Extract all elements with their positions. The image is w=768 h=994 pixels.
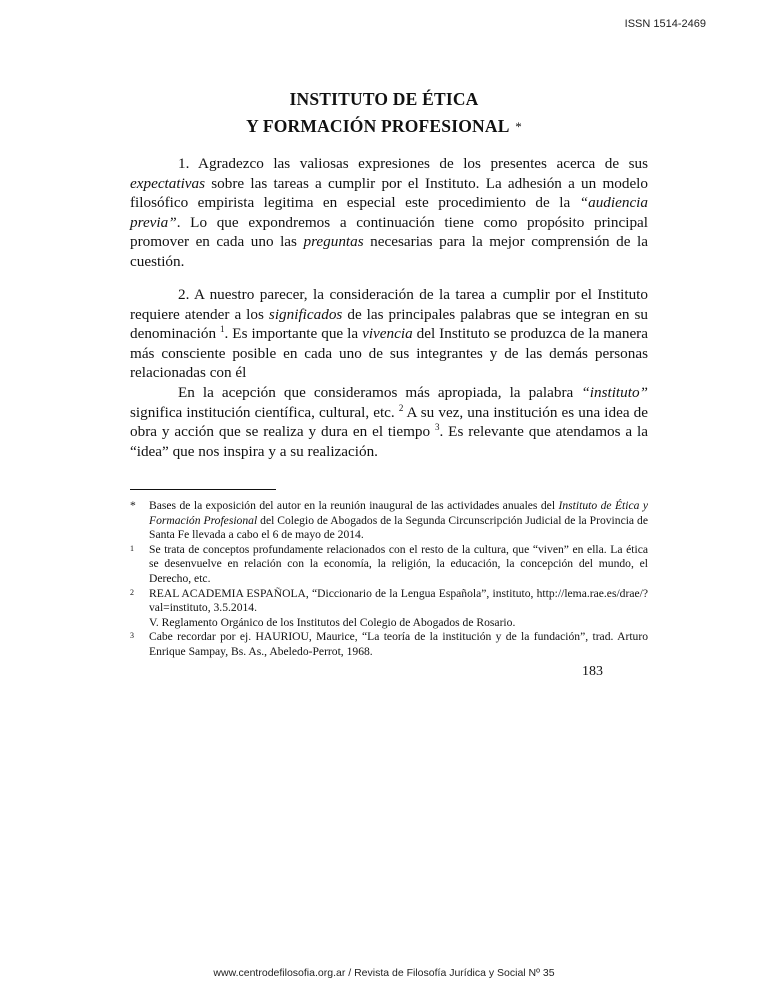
- p1-emph-preguntas: preguntas: [303, 233, 364, 251]
- p2-text-d: . Es importante que la: [224, 325, 363, 343]
- footnote-star-text-a: Bases de la exposición del autor en la reunión inaugural de las actividades anuales del: [149, 499, 559, 512]
- p1-text-g: necesarias para la mejor comprensión de la cuestión.: [130, 233, 648, 270]
- p1-emph-audiencia: “audiencia previa”: [130, 194, 648, 231]
- p2-text-f: del Instituto se produzca de la manera más consciente posible en cada uno de sus integrantes y de las demás personas relacionadas con él: [130, 325, 648, 382]
- footnote-3: [130, 630, 648, 659]
- p3-text-c: significa institución científica, cultural, etc.: [130, 403, 399, 421]
- footnote-1: [130, 543, 648, 587]
- footnote-1-marker: 1: [130, 543, 134, 553]
- footnote-2-text: [149, 587, 648, 631]
- page-number: 183: [582, 664, 603, 679]
- footnote-star-emph: Instituto de Ética y Formación Profesional: [149, 499, 648, 527]
- footnote-separator: [130, 489, 276, 490]
- issn-header: ISSN 1514-2469: [624, 18, 706, 30]
- page-footer: www.centrodefilosofia.org.ar / Revista de Filosofía Jurídica y Social Nº 35: [213, 967, 555, 979]
- footnote-2-text-a: REAL ACADEMIA ESPAÑOLA, “Diccionario de la Lengua Española”, instituto, http://lema.rae.es/drae/?val=instituto, 3.5.2014.: [149, 586, 648, 615]
- footnote-3-text: Cabe recordar por ej. HAURIOU, Maurice, “La teoría de la institución y de la fundación”, trad. Arturo Enrique Sampay, Bs. As., Abeledo-Perrot, 1968.: [149, 630, 648, 658]
- p2-text-c: de las principales palabras que se integran en su denominación: [130, 305, 648, 343]
- footnote-2-text-b: V. Reglamento Orgánico de los Institutos del Colegio de Abogados de Rosario.: [149, 615, 516, 629]
- paragraph-2-block: [130, 285, 648, 461]
- p1-text-c: sobre las tareas a cumplir por el Instituto. La adhesión a un modelo filosófico empirista legitima en especial este procedimiento de la: [130, 174, 648, 212]
- title-footnote-marker[interactable]: *: [515, 119, 522, 134]
- p3-text-e: . Es relevante que atendamos a la “idea” que nos inspira y a su realización.: [130, 423, 648, 460]
- footnote-star-text: [149, 499, 648, 543]
- p1-text-e: . Lo que expondremos a continuación tiene como propósito principal promover en cada uno las: [130, 213, 648, 251]
- footnote-2: [130, 587, 648, 631]
- footnote-ref-1[interactable]: 1: [220, 324, 225, 335]
- footnote-star: [130, 499, 648, 543]
- footnote-star-marker: *: [130, 499, 136, 512]
- article-title-line-2: [0, 116, 768, 137]
- p3-text-a: En la acepción que consideramos más apropiada, la palabra: [178, 383, 582, 401]
- footnote-star-text-c: del Colegio de Abogados de la Segunda Circunscripción Judicial de la Provincia de Santa Fe llevada a cabo el 6 de mayo de 2014.: [149, 513, 648, 542]
- p2-emph-significados: significados: [268, 305, 343, 323]
- article-title-line-1: INSTITUTO DE ÉTICA: [289, 89, 479, 109]
- footnote-ref-2[interactable]: 2: [398, 402, 404, 413]
- p1-text-a: 1. Agradezco las valiosas expresiones de los presentes acerca de sus: [178, 155, 648, 172]
- paragraph-3: [130, 383, 648, 461]
- p2-text-a: 2. A nuestro parecer, la consideración de la tarea a cumplir por el Instituto requiere atender a los: [130, 286, 648, 323]
- p2-emph-vivencia: vivencia: [362, 325, 413, 343]
- footnote-3-marker: 3: [130, 631, 134, 641]
- p3-emph-instituto: “instituto”: [581, 383, 648, 401]
- paragraph-2: [130, 285, 648, 383]
- p1-emph-expectativas: expectativas: [130, 174, 206, 192]
- footnote-2-marker: 2: [130, 587, 134, 597]
- footnote-ref-3[interactable]: 3: [435, 422, 440, 433]
- footnotes: [130, 499, 648, 660]
- article-title-text: Y FORMACIÓN PROFESIONAL: [246, 116, 509, 136]
- p3-text-d: A su vez, una institución es una idea de obra y acción que se realiza y dura en el tiempo: [130, 403, 648, 441]
- footnote-1-text: Se trata de conceptos profundamente relacionados con el resto de la cultura, que “viven” en ella. La ética se desenvuelve en relación con la economía, la religión, la educación, la concepción del mundo, el Derecho, etc.: [149, 542, 648, 585]
- paragraph-1: [130, 154, 648, 272]
